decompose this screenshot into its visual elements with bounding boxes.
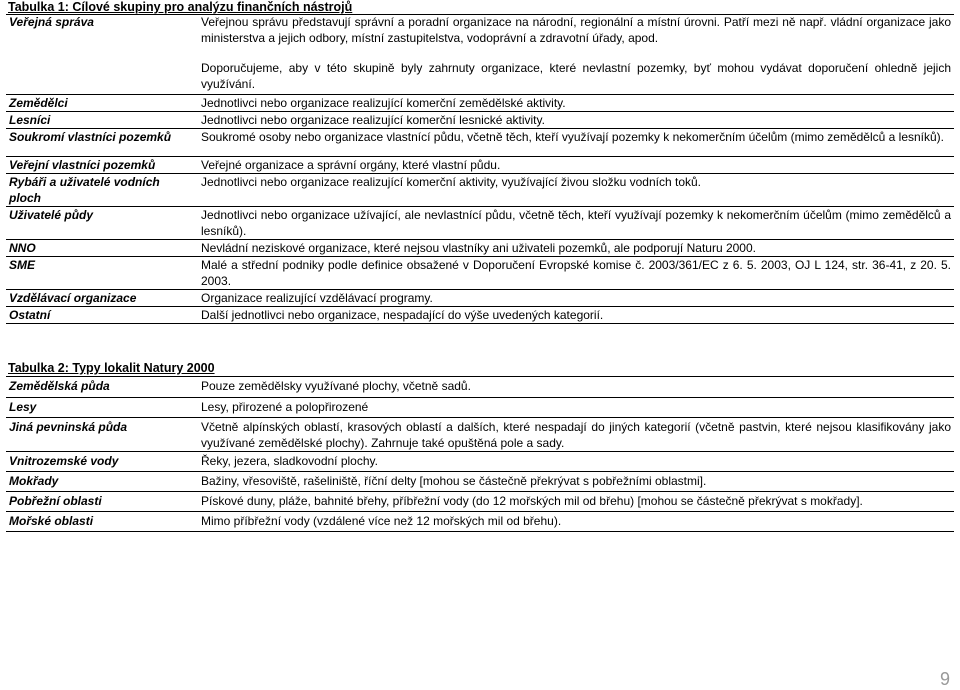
row-key: Vnitrozemské vody: [9, 453, 119, 468]
table1-body: [6, 14, 954, 323]
row-key: Zemědělská půda: [9, 379, 110, 393]
site-types-table: [6, 377, 954, 532]
row-value: Veřejnou správu představují správní a poradní organizace na národní, regionální a místní úrovni. Patří mezi ně např. vládní organizace jako ministerstva a jejich odbory, místní zastupitelstva, vodoprávní a zdravotní úřady, apod.: [201, 15, 951, 45]
table-row: [6, 451, 954, 471]
row-value: Jednotlivci nebo organizace realizující komerční lesnické aktivity.: [201, 112, 545, 127]
row-key: SME: [9, 257, 36, 272]
table-row: [6, 239, 954, 256]
table-row: [6, 306, 954, 323]
row-value: Lesy, přirozené a polopřirozené: [201, 399, 369, 414]
row-value: Nevládní neziskové organizace, které nejsou vlastníky ani uživateli pozemků, ale podporují Naturu 2000.: [201, 240, 756, 255]
table1-caption: Tabulka 1: Cílové skupiny pro analýzu finančních nástrojů: [8, 0, 353, 14]
row-key: Zemědělci: [9, 95, 68, 110]
table-row: [6, 206, 954, 239]
row-value: Pískové duny, pláže, bahnité břehy, příbřežní vody (do 12 mořských mil od břehu) [mohou se částečně překrývat s mokřady].: [201, 493, 863, 508]
table-row: [6, 256, 954, 289]
row-value: Malé a střední podniky podle definice obsažené v Doporučení Evropské komise č. 2003/361/EC z 6. 5. 2003, OJ L 124, str. 36-41, z 20. 5. 2003.: [201, 257, 951, 288]
row-value: Pouze zemědělsky využívané plochy, včetně sadů.: [201, 379, 471, 393]
table-row: [6, 417, 954, 451]
row-key: Vzdělávací organizace: [9, 290, 137, 305]
target-groups-table: [6, 14, 954, 324]
row-value: Včetně alpínských oblastí, krasových oblastí a dalších, které nespadají do jiných kategorií (včetně pastvin, které nejsou klasifikovány jako využívané zemědělské plochy). Zahrnuje také opuštěná pole a sady.: [201, 419, 951, 450]
table-row: [6, 128, 954, 156]
row-key: Lesy: [9, 399, 37, 414]
table-row: [6, 511, 954, 531]
row-key: [6, 52, 198, 94]
row-key: Mořské oblasti: [9, 513, 94, 528]
table-row: [6, 491, 954, 511]
row-value: Jednotlivci nebo organizace realizující komerční zemědělské aktivity.: [201, 95, 566, 110]
table2-body: [6, 377, 954, 531]
table2-caption: Tabulka 2: Typy lokalit Natury 2000: [8, 361, 215, 375]
table-row: [6, 471, 954, 491]
row-value: Řeky, jezera, sladkovodní plochy.: [201, 453, 378, 468]
row-value: Doporučujeme, aby v této skupině byly zahrnuty organizace, které nevlastní pozemky, byť mohou vydávat doporučení ohledně jejich využívání.: [201, 61, 951, 91]
row-key: Uživatelé půdy: [9, 207, 94, 222]
row-key: Mokřady: [9, 473, 59, 488]
row-value: Jednotlivci nebo organizace realizující komerční aktivity, využívající živou složku vodních toků.: [201, 174, 702, 189]
row-value: Veřejné organizace a správní orgány, které vlastní půdu.: [201, 157, 501, 172]
table-row: [6, 377, 954, 397]
row-key: Veřejní vlastníci pozemků: [9, 157, 156, 172]
row-value: Soukromé osoby nebo organizace vlastnící půdu, včetně těch, kteří využívají pozemky k nekomerčním účelům (mimo zemědělců a lesníků).: [201, 129, 945, 144]
row-key: Lesníci: [9, 112, 51, 127]
row-value: Organizace realizující vzdělávací programy.: [201, 290, 433, 305]
page-number: 9: [939, 669, 950, 689]
row-value: Další jednotlivci nebo organizace, nespadající do výše uvedených kategorií.: [201, 307, 604, 322]
row-value: Mimo příbřežní vody (vzdálené více než 12 mořských mil od břehu).: [201, 513, 562, 528]
table-row: [6, 156, 954, 173]
row-key: Rybáři a uživatelé vodních ploch: [9, 174, 160, 205]
table-row: [6, 52, 954, 94]
table-row: [6, 94, 954, 111]
row-value: Jednotlivci nebo organizace užívající, ale nevlastnící půdu, včetně těch, kteří využívají pozemky k nekomerčním účelům (mimo zemědělců a lesníků).: [201, 207, 951, 238]
table-row: [6, 111, 954, 128]
table-row: [6, 173, 954, 206]
row-key: Ostatní: [9, 307, 51, 322]
table-row: [6, 397, 954, 417]
row-key: Veřejná správa: [9, 15, 94, 29]
row-value: Bažiny, vřesoviště, rašeliniště, říční delty [mohou se částečně překrývat s pobřežními oblastmi].: [201, 473, 707, 488]
row-key: Pobřežní oblasti: [9, 493, 102, 508]
table-row: [6, 14, 954, 52]
row-key: Soukromí vlastníci pozemků: [9, 129, 172, 144]
row-key: NNO: [9, 240, 36, 255]
table-row: [6, 289, 954, 306]
row-key: Jiná pevninská půda: [9, 419, 128, 434]
